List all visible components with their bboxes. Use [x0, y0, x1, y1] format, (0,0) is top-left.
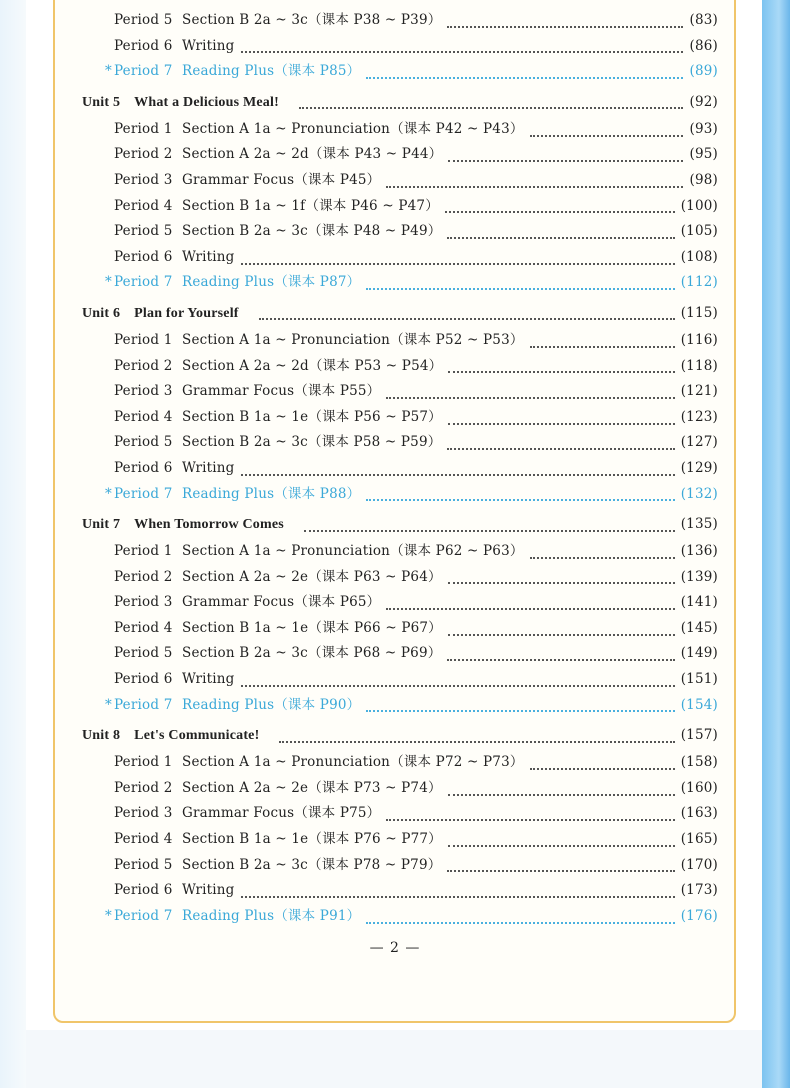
page-reference: (83): [689, 12, 718, 28]
toc-unit-row[interactable]: [82, 510, 718, 539]
period-label: Period 7: [114, 907, 173, 924]
dot-leader: [366, 700, 674, 712]
toc-period-row[interactable]: [82, 354, 718, 380]
dot-leader: [447, 16, 683, 28]
period-label: Period 3: [114, 171, 173, 188]
period-title: Section A 2a ~ 2d（课本 P53 ~ P54）: [182, 357, 443, 374]
toc-period-row[interactable]: [82, 801, 718, 827]
page-reference: (89): [689, 63, 718, 80]
period-label: Period 1: [114, 331, 173, 348]
period-label: Period 4: [114, 831, 173, 848]
period-label: Period 2: [114, 779, 173, 796]
period-label: Period 2: [114, 357, 173, 374]
page-reference: (160): [680, 779, 718, 796]
page-reference: (157): [680, 727, 718, 744]
period-title: Reading Plus（课本 P87）: [182, 274, 361, 291]
page-reference: (136): [680, 543, 718, 560]
period-label: Period 1: [114, 754, 173, 771]
unit-number: Unit 5: [82, 94, 121, 110]
dot-leader: [241, 886, 675, 898]
optional-star-marker: *: [105, 63, 112, 80]
page-reference: (95): [689, 146, 718, 163]
period-title: Section A 1a ~ Pronunciation（课本 P42 ~ P43）: [182, 120, 524, 137]
period-title: Section A 1a ~ Pronunciation（课本 P72 ~ P73）: [182, 754, 524, 771]
page-reference: (112): [680, 274, 718, 291]
toc-reading-plus-row[interactable]: [82, 59, 718, 85]
unit-title: Let's Communicate!: [134, 728, 260, 744]
toc-period-row[interactable]: [82, 667, 718, 693]
toc-period-row[interactable]: [82, 641, 718, 667]
toc-period-row[interactable]: [82, 616, 718, 642]
optional-star-marker: *: [105, 696, 112, 713]
period-label: Period 2: [114, 568, 173, 585]
toc-period-row[interactable]: [82, 853, 718, 879]
right-blue-edge: [762, 0, 790, 1088]
period-label: Period 3: [114, 383, 173, 400]
period-title: Section B 2a ~ 3c（课本 P48 ~ P49）: [182, 223, 442, 240]
period-title: Grammar Focus（课本 P45）: [182, 171, 381, 188]
dot-leader: [448, 150, 683, 162]
page-reference: (105): [680, 223, 718, 240]
dot-leader: [241, 464, 675, 476]
unit-number: Unit 6: [82, 305, 121, 321]
period-title: Section A 1a ~ Pronunciation（课本 P62 ~ P63）: [182, 543, 524, 560]
left-margin: [0, 0, 26, 1088]
period-title: Section B 1a ~ 1e（课本 P66 ~ P67）: [182, 619, 442, 636]
dot-leader: [304, 520, 675, 532]
toc-period-row[interactable]: [82, 8, 718, 34]
page-reference: (139): [680, 568, 718, 585]
optional-star-marker: *: [105, 485, 112, 502]
page-reference: (151): [680, 671, 718, 688]
page-reference: (135): [680, 516, 718, 533]
toc-period-row[interactable]: [82, 405, 718, 431]
period-title: Section A 2a ~ 2e（课本 P63 ~ P64）: [182, 568, 442, 585]
period-label: Period 6: [114, 37, 173, 54]
page-reference: (92): [689, 93, 718, 110]
dot-leader: [447, 860, 674, 872]
period-title: Section B 1a ~ 1e（课本 P76 ~ P77）: [182, 831, 442, 848]
unit-number: Unit 8: [82, 728, 121, 744]
toc-reading-plus-row[interactable]: [82, 904, 718, 930]
unit-heading: [82, 88, 293, 117]
period-title: Grammar Focus（课本 P55）: [182, 383, 381, 400]
toc-period-row[interactable]: [82, 776, 718, 802]
toc-period-row[interactable]: [82, 219, 718, 245]
period-title: Section A 2a ~ 2d（课本 P43 ~ P44）: [182, 146, 443, 163]
period-label: Period 4: [114, 408, 173, 425]
toc-period-row[interactable]: [82, 194, 718, 220]
dot-leader: [299, 97, 684, 109]
page-reference: (165): [680, 831, 718, 848]
period-label: Period 7: [114, 274, 173, 291]
page-reference: (149): [680, 645, 718, 662]
period-label: Period 6: [114, 882, 173, 899]
toc-period-row[interactable]: [82, 565, 718, 591]
page-reference: (127): [680, 434, 718, 451]
dot-leader: [447, 649, 674, 661]
period-title: Section B 2a ~ 3c（课本 P68 ~ P69）: [182, 645, 442, 662]
toc-unit-row[interactable]: [82, 721, 718, 750]
dot-leader: [447, 227, 674, 239]
dot-leader: [445, 201, 675, 213]
dot-leader: [366, 278, 674, 290]
period-label: Period 3: [114, 594, 173, 611]
period-label: Period 5: [114, 12, 173, 28]
toc-period-row[interactable]: [82, 379, 718, 405]
unit-title: Plan for Yourself: [134, 305, 239, 321]
dot-leader: [366, 489, 674, 501]
period-title: Reading Plus（课本 P91）: [182, 907, 361, 924]
dot-leader: [386, 598, 674, 610]
period-title: Section B 1a ~ 1f（课本 P46 ~ P47）: [182, 197, 439, 214]
dot-leader: [530, 336, 675, 348]
period-label: Period 2: [114, 146, 173, 163]
period-title: Writing: [182, 882, 235, 899]
dot-leader: [448, 413, 675, 425]
page-reference: (129): [680, 459, 718, 476]
period-label: Period 5: [114, 223, 173, 240]
period-label: Period 5: [114, 856, 173, 873]
toc-unit-row[interactable]: [82, 88, 718, 117]
page-reference: (170): [680, 856, 718, 873]
dot-leader: [259, 308, 675, 320]
toc-period-row[interactable]: [82, 590, 718, 616]
unit-title: When Tomorrow Comes: [134, 517, 284, 533]
page-reference: (176): [680, 907, 718, 924]
unit-heading: [82, 510, 298, 539]
toc-period-row[interactable]: [82, 430, 718, 456]
toc-period-row[interactable]: [82, 750, 718, 776]
toc-reading-plus-row[interactable]: [82, 693, 718, 719]
page-reference: (173): [680, 882, 718, 899]
page-reference: (118): [680, 357, 718, 374]
toc-reading-plus-row[interactable]: [82, 270, 718, 296]
dot-leader: [448, 784, 675, 796]
period-title: Reading Plus（课本 P88）: [182, 485, 361, 502]
toc-period-row[interactable]: [82, 117, 718, 143]
page-reference: (116): [680, 331, 718, 348]
page-reference: (98): [689, 171, 718, 188]
period-title: Section B 2a ~ 3c（课本 P78 ~ P79）: [182, 856, 442, 873]
period-label: Period 7: [114, 696, 173, 713]
page-reference: (132): [680, 485, 718, 502]
unit-heading: [82, 721, 273, 750]
page-reference: (86): [689, 37, 718, 54]
period-label: Period 4: [114, 619, 173, 636]
toc-period-row[interactable]: [82, 34, 718, 60]
page-reference: (141): [680, 594, 718, 611]
dot-leader: [448, 624, 675, 636]
period-label: Period 1: [114, 543, 173, 560]
period-title: Section A 1a ~ Pronunciation（课本 P52 ~ P53）: [182, 331, 524, 348]
unit-title: What a Delicious Meal!: [134, 94, 279, 110]
period-label: Period 5: [114, 645, 173, 662]
dot-leader: [241, 675, 675, 687]
period-title: Reading Plus（课本 P90）: [182, 696, 361, 713]
toc-period-row[interactable]: [82, 456, 718, 482]
period-title: Writing: [182, 671, 235, 688]
period-label: Period 6: [114, 459, 173, 476]
period-title: Grammar Focus（课本 P65）: [182, 594, 381, 611]
period-title: Writing: [182, 459, 235, 476]
period-title: Section B 2a ~ 3c（课本 P38 ~ P39）: [182, 12, 442, 28]
dot-leader: [530, 547, 675, 559]
toc-reading-plus-row[interactable]: [82, 482, 718, 508]
toc-period-row[interactable]: [82, 328, 718, 354]
dot-leader: [386, 387, 674, 399]
dot-leader: [447, 438, 674, 450]
period-label: Period 6: [114, 671, 173, 688]
page-reference: (93): [689, 120, 718, 137]
dot-leader: [386, 809, 674, 821]
page-reference: (121): [680, 383, 718, 400]
dot-leader: [366, 67, 683, 79]
unit-heading: [82, 299, 253, 328]
dot-leader: [448, 835, 675, 847]
period-title: Section B 2a ~ 3c（课本 P58 ~ P59）: [182, 434, 442, 451]
page-reference: (163): [680, 805, 718, 822]
toc-period-row[interactable]: [82, 878, 718, 904]
dot-leader: [530, 758, 675, 770]
period-label: Period 3: [114, 805, 173, 822]
optional-star-marker: *: [105, 274, 112, 291]
dot-leader: [366, 912, 674, 924]
period-title: Grammar Focus（课本 P75）: [182, 805, 381, 822]
dot-leader: [448, 572, 675, 584]
dot-leader: [448, 361, 674, 373]
period-label: Period 7: [114, 485, 173, 502]
toc-unit-row[interactable]: [82, 299, 718, 328]
toc-period-row[interactable]: [82, 168, 718, 194]
toc-period-row[interactable]: [82, 245, 718, 271]
toc-period-row[interactable]: [82, 827, 718, 853]
dot-leader: [241, 41, 684, 53]
page-reference: (145): [680, 619, 718, 636]
period-label: Period 7: [114, 63, 173, 80]
dot-leader: [530, 125, 684, 137]
toc-period-row[interactable]: [82, 142, 718, 168]
period-label: Period 1: [114, 120, 173, 137]
dot-leader: [279, 731, 674, 743]
optional-star-marker: *: [105, 907, 112, 924]
period-label: Period 4: [114, 197, 173, 214]
dot-leader: [241, 253, 675, 265]
period-label: Period 5: [114, 434, 173, 451]
period-title: Reading Plus（课本 P85）: [182, 63, 361, 80]
page-reference: (108): [680, 248, 718, 265]
period-title: Section A 2a ~ 2e（课本 P73 ~ P74）: [182, 779, 442, 796]
page-reference: (154): [680, 696, 718, 713]
unit-number: Unit 7: [82, 517, 121, 533]
page-reference: (115): [680, 304, 718, 321]
period-title: Writing: [182, 248, 235, 265]
page-reference: (123): [680, 408, 718, 425]
dot-leader: [386, 176, 683, 188]
period-title: Writing: [182, 37, 235, 54]
toc-period-row[interactable]: [82, 539, 718, 565]
bottom-margin: [26, 1030, 762, 1088]
period-label: Period 6: [114, 248, 173, 265]
table-of-contents: [82, 8, 718, 929]
page-reference: (158): [680, 754, 718, 771]
page-reference: (100): [680, 197, 718, 214]
period-title: Section B 1a ~ 1e（课本 P56 ~ P57）: [182, 408, 442, 425]
page-number-footer: — 2 —: [369, 940, 421, 956]
